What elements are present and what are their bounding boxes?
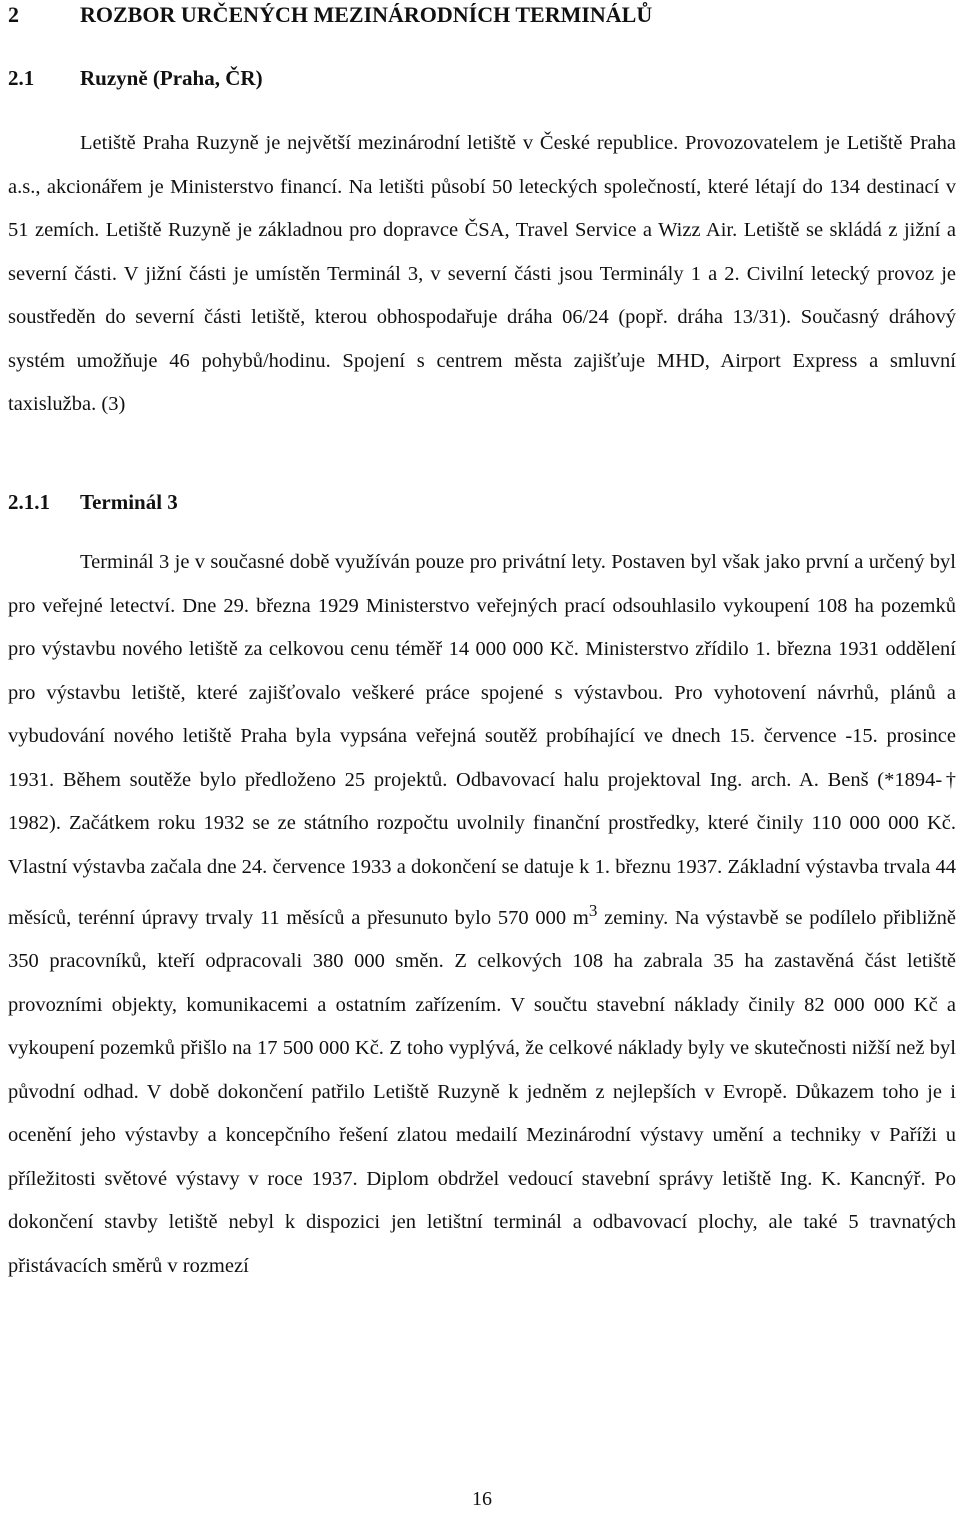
subsection-heading bbox=[8, 490, 178, 515]
paragraph-terminal-3-part-1: Terminál 3 je v současné době využíván pouze pro privátní lety. Postaven byl však jako první a určený byl pro veřejné letectví. Dne 29. března 1929 Ministerstvo veřejných prací odsouhlasilo vykoupení 108 ha pozemků pro výstavbu nového letiště za celkovou cenu téměř 14 000 000 Kč. Ministerstvo zřídilo 1. března 1931 oddělení pro výstavbu letiště, které zajišťovalo veškeré práce spojené s výstavbou. Pro vyhotovení návrhů, plánů a vybudování nového letiště Praha byla vypsána veřejná soutěž probíhající ve dnech 15. července -15. prosince 1931. Během soutěže bylo předloženo 25 projektů. Odbavovací halu projektoval Ing. arch. A. Benš (*1894-† 1982). Začátkem roku 1932 se ze státního rozpočtu uvolnily finanční prostředky, které činily 110 000 000 Kč. Vlastní výstavba začala dne 24. července 1933 a dokončení se datuje k 1. březnu 1937. Základní výstavba trvala 44 měsíců, terénní úpravy trvaly 11 měsíců a přesunuto bylo 570 000 m bbox=[8, 551, 956, 929]
chapter-title: ROZBOR URČENÝCH MEZINÁRODNÍCH TERMINÁLŮ bbox=[80, 2, 653, 27]
page-number: 16 bbox=[472, 1488, 492, 1510]
chapter-number: 2 bbox=[8, 2, 19, 27]
section-heading bbox=[8, 66, 263, 91]
subsection-number: 2.1.1 bbox=[8, 490, 50, 514]
section-number: 2.1 bbox=[8, 66, 35, 90]
paragraph-ruzyne-intro: Letiště Praha Ruzyně je největší mezinárodní letiště v České republice. Provozovatelem je Letiště Praha a.s., akcionářem je Ministerstvo financí. Na letišti působí 50 leteckých společností, které létají do 134 destinací v 51 zemích. Letiště Ruzyně je základnou pro dopravce ČSA, Travel Service a Wizz Air. Letiště se skládá z jižní a severní části. V jižní části je umístěn Terminál 3, v severní části jsou Terminály 1 a 2. Civilní letecký provoz je soustředěn do severní části letiště, kterou obhospodařuje dráha 06/24 (popř. dráha 13/31). Současný dráhový systém umožňuje 46 pohybů/hodinu. Spojení s centrem města zajišťuje MHD, Airport Express a smluvní taxislužba. (3) bbox=[8, 132, 956, 415]
superscript-cubic: 3 bbox=[588, 901, 598, 920]
subsection-title: Terminál 3 bbox=[80, 490, 178, 514]
section-title: Ruzyně (Praha, ČR) bbox=[80, 66, 263, 90]
paragraph-terminal-3-part-2: zeminy. Na výstavbě se podílelo přibližně 350 pracovníků, kteří odpracovali 380 000 směn. Z celkových 108 ha zabrala 35 ha zastavěná část letiště provozními objekty, komunikacemi a ostatním zařízením. V součtu stavební náklady činily 82 000 000 Kč a vykoupení pozemků přišlo na 17 500 000 Kč. Z toho vyplývá, že celkové náklady byly ve skutečnosti nižší než byl původní odhad. V době dokončení patřilo Letiště Ruzyně k jedněm z nejlepších v Evropě. Důkazem toho je i ocenění jeho výstavby a koncepčního řešení zlatou medailí Mezinárodní výstavy umění a techniky v Paříži u příležitosti světové výstavy v roce 1937. Diplom obdržel vedoucí stavební správy letiště Ing. K. Kancnýř. Po dokončení stavby letiště nebyl k dispozici jen letištní terminál a odbavovací plochy, ale také 5 travnatých přistávacích směrů v rozmezí bbox=[8, 906, 956, 1277]
paragraph-terminal-3 bbox=[8, 541, 956, 1288]
chapter-heading bbox=[8, 2, 652, 38]
